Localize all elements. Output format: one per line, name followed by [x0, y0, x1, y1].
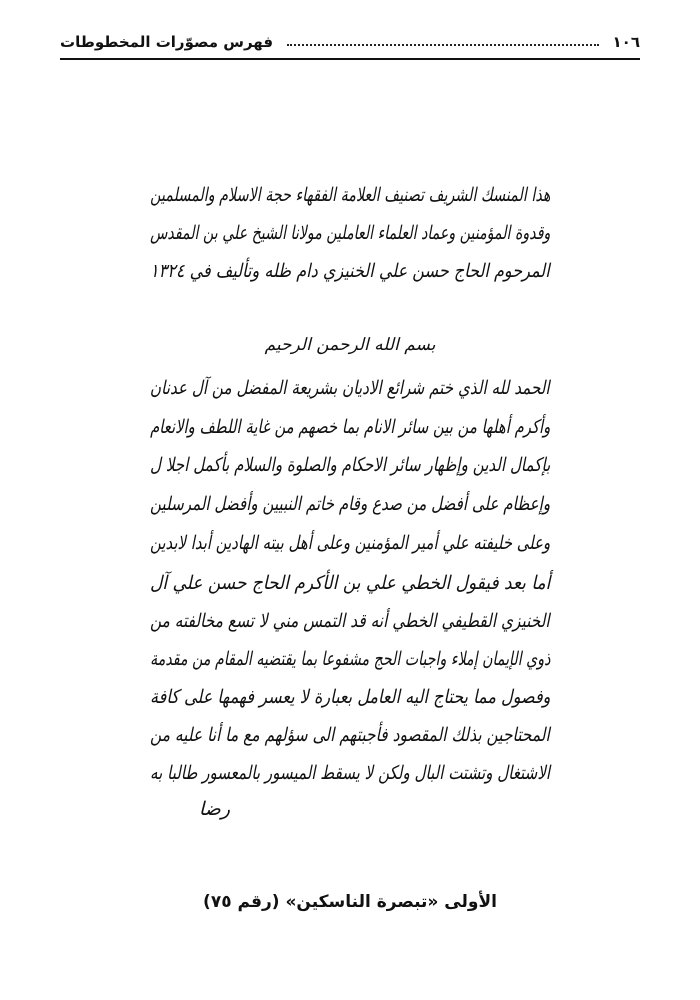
manuscript-line: وإعظام على أفضل من صدع وقام خاتم النبيين وأفضل المرسلين: [149, 493, 550, 515]
running-title: فهرس مصوّرات المخطوطات: [60, 33, 274, 51]
manuscript-line: الخنيزي القطيفي الخطي أنه قد التمس مني لا تسع مخالفته من: [150, 610, 550, 632]
manuscript-line: وعلى خليفته علي أمير المؤمنين وعلى أهل بيته الهادين أبدا لابدين: [149, 532, 550, 554]
dot-leader: [287, 38, 599, 46]
manuscript-line: المحتاجين بذلك المقصود فأجبتهم الى سؤلهم مع ما أنا عليه من: [150, 724, 550, 746]
page-number: ١٠٦: [612, 33, 640, 51]
manuscript-line: أما بعد فيقول الخطي علي بن الأكرم الحاج حسن علي آل: [149, 572, 550, 594]
manuscript-image: [150, 170, 550, 830]
manuscript-line: الاشتغال وتشتت البال ولكن لا يسقط الميسور بالمعسور طالبا به: [149, 762, 550, 784]
manuscript-line: الحمد لله الذي ختم شرائع الاديان بشريعة المفضل من آل عدنان: [150, 377, 550, 399]
basmala: بسم الله الرحمن الرحيم: [264, 335, 436, 355]
manuscript-line: وأكرم أهلها من بين سائر الانام بما خصهم من غاية اللطف والانعام: [149, 416, 550, 438]
manuscript-line: رضا: [198, 798, 230, 820]
header-rule: [60, 58, 640, 60]
figure-caption: الأولى «تبصرة الناسكين» (رقم ٧٥): [203, 892, 497, 912]
manuscript-line: ذوي الإيمان إملاء واجبات الحج مشفوعا بما يقتضيه المقام من مقدمة: [149, 648, 550, 670]
manuscript-line: وفصول مما يحتاج اليه العامل بعبارة لا يعسر فهمها على كافة: [149, 686, 550, 708]
manuscript-line: وقدوة المؤمنين وعماد العلماء العاملين مولانا الشيخ علي بن المقدس: [149, 222, 550, 244]
page-header: [60, 30, 640, 54]
manuscript-line: المرحوم الحاج حسن علي الخنيزي دام ظله وتأليف في ١٣٢٤: [150, 260, 550, 282]
manuscript-line: بإكمال الدين وإظهار سائر الاحكام والصلوة والسلام بأكمل اجلا ل: [149, 454, 550, 476]
manuscript-line: هذا المنسك الشريف تصنيف العلامة الفقهاء حجة الاسلام والمسلمين: [149, 184, 550, 206]
